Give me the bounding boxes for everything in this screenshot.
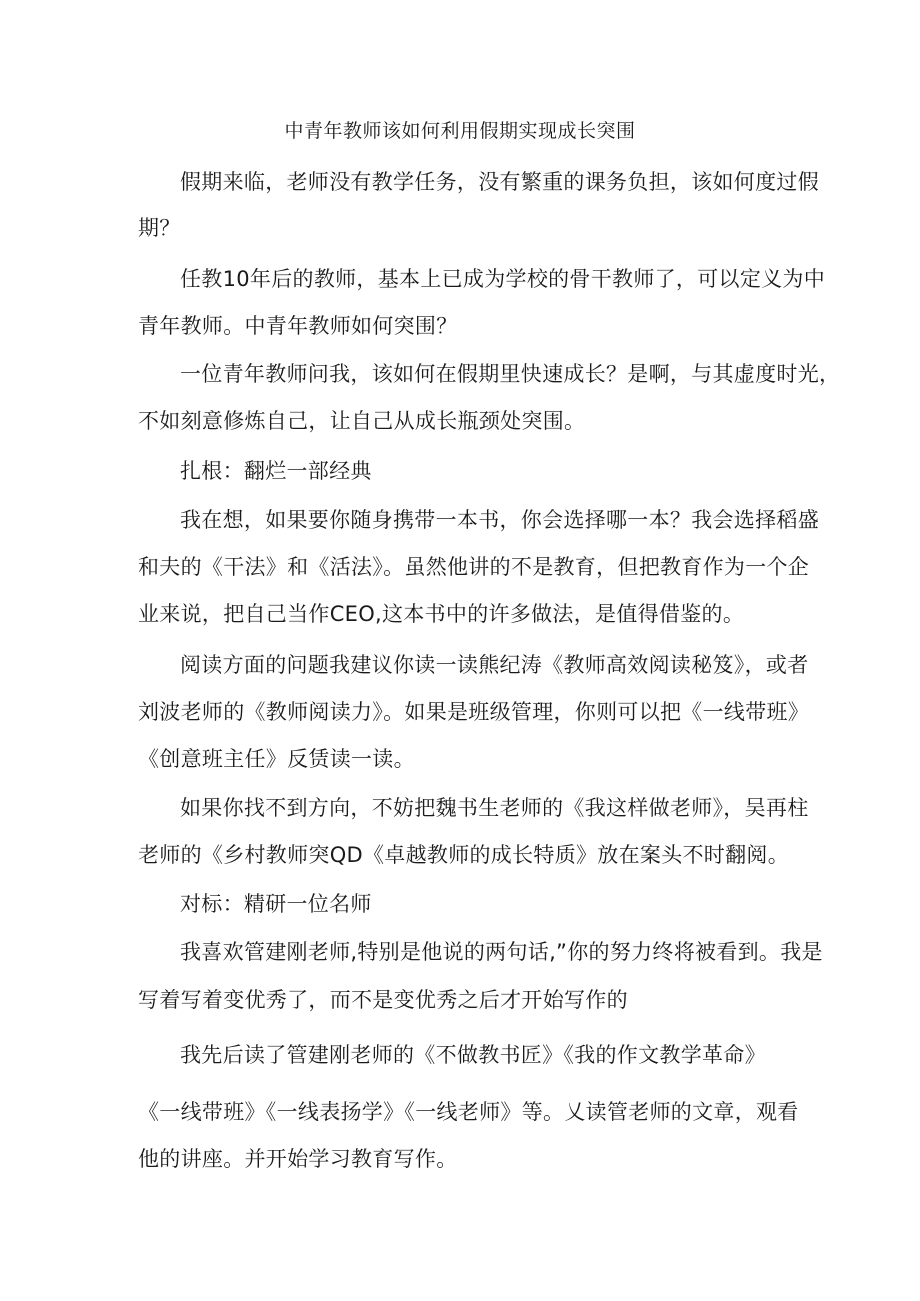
paragraph-5-line-3: 《创意班主任》反赁读一读。 bbox=[138, 747, 415, 771]
paragraph-7-line-1: 我喜欢管建刚老师,特别是他说的两句话,”你的努力终将被看到。我是 bbox=[180, 940, 823, 964]
paragraph-5-line-2: 刘波老师的《教师阅读力》。如果是班级管理，你则可以把《一线带班》 bbox=[138, 700, 810, 724]
paragraph-7-line-2: 写着写着变优秀了，而不是变优秀之后才开始写作的 bbox=[138, 988, 628, 1012]
paragraph-4-line-2: 和夫的《干法》和《活法》。虽然他讲的不是教育，但把教育作为一个企 bbox=[138, 555, 810, 579]
section-heading-2: 对标：精研一位名师 bbox=[180, 892, 372, 916]
paragraph-1-line-1: 假期来临，老师没有教学任务，没有繁重的课务负担，该如何度过假 bbox=[180, 170, 819, 194]
paragraph-9-line-1: 《一线带班》《一线表扬学》《一线老师》等。乂读管老师的文章，观看 bbox=[138, 1100, 799, 1124]
paragraph-3-line-1: 一位青年教师问我，该如何在假期里快速成长？是啊，与其虚度时光， bbox=[180, 362, 841, 386]
paragraph-6-line-2: 老师的《乡村教师突QD《卓越教师的成长特质》放在案头不时翻阅。 bbox=[138, 843, 789, 867]
paragraph-4-line-3: 业来说，把自己当作CEO,这本书中的许多做法，是值得借鉴的。 bbox=[138, 602, 745, 626]
paragraph-2-line-2: 青年教师。中青年教师如何突围？ bbox=[138, 314, 458, 338]
paragraph-2-line-1: 任教10年后的教师，基本上已成为学校的骨干教师了，可以定义为中 bbox=[180, 267, 826, 291]
document-title: 中青年教师该如何利用假期实现成长突围 bbox=[284, 120, 636, 142]
section-heading-1: 扎根：翻烂一部经典 bbox=[180, 459, 372, 483]
paragraph-5-line-1: 阅读方面的问题我建议你读一读熊纪涛《教师高效阅读秘笈》，或者 bbox=[180, 653, 809, 677]
paragraph-1-line-2: 期？ bbox=[138, 216, 181, 240]
paragraph-8-line-1: 我先后读了管建刚老师的《不做教书匠》《我的作文教学革命》 bbox=[180, 1043, 766, 1067]
paragraph-6-line-1: 如果你找不到方向，不妨把魏书生老师的《我这样做老师》，吴再柱 bbox=[180, 796, 809, 820]
paragraph-4-line-1: 我在想，如果要你随身携带一本书，你会选择哪一本？我会选择稻盛 bbox=[180, 508, 819, 532]
paragraph-9-line-2: 他的讲座。并开始学习教育写作。 bbox=[138, 1147, 458, 1171]
paragraph-3-line-2: 不如刻意修炼自己，让自己从成长瓶颈处突围。 bbox=[138, 409, 586, 433]
